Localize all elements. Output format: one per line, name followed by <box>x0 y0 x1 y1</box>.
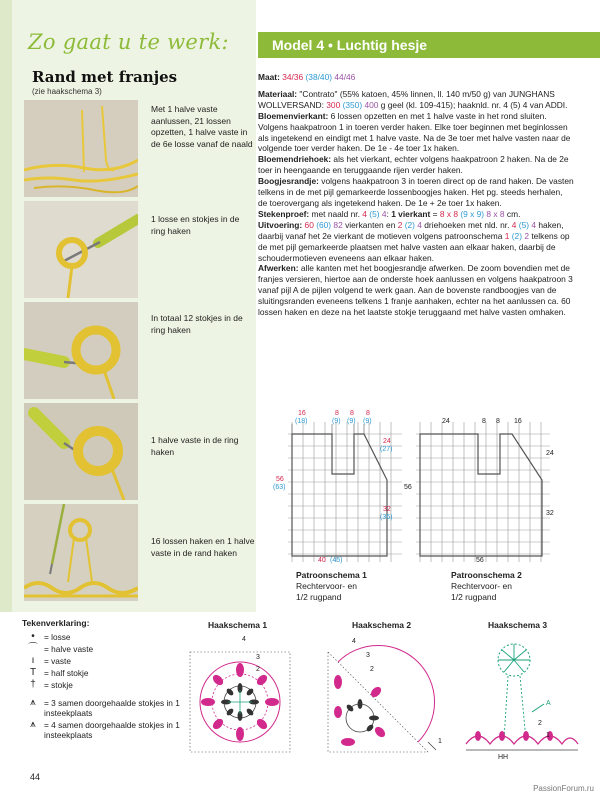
step-photo-1 <box>24 100 138 197</box>
s1-top-a2: (18) <box>295 418 308 425</box>
step-text-2: 1 losse en stokjes in de ring haken <box>151 214 240 236</box>
legend-row-4-stokjes <box>22 720 192 740</box>
s2-top-a: 24 <box>442 418 450 425</box>
haakschema-3 <box>462 620 582 770</box>
stekenproef-v2: (9 x 9) <box>460 208 485 219</box>
schema-1-title: Patroonschema 1 <box>296 570 367 580</box>
cluster-3-icon: ⩚ <box>30 697 36 708</box>
haak3-label-c: 1 <box>546 732 550 739</box>
legend-row-vaste <box>22 656 192 666</box>
uitvoering-n3: 4 <box>531 219 537 230</box>
stekenproef-label: Stekenproef: <box>258 208 310 219</box>
uitvoering-t1: vierkanten en <box>342 219 398 230</box>
vaste-icon: ı <box>31 655 35 666</box>
bloemenvierkant-paragraph <box>258 111 574 155</box>
bloemendriehoek-paragraph <box>258 154 574 176</box>
uitvoering-s1: 60 <box>304 219 314 230</box>
uitvoering-t2: driehoeken met nld. nr. <box>421 219 512 230</box>
uitvoering-t3: haken, daarbij vanaf het 2e vierkant de motieven volgens patroonschema <box>258 219 564 241</box>
step-photo-2 <box>24 201 138 298</box>
legend-label: = losse <box>44 632 71 642</box>
losse-icon: • <box>31 631 35 642</box>
bloemenvierkant-label: Bloemenvierkant: <box>258 110 329 121</box>
maat-line <box>258 72 574 83</box>
half-stokje-icon: T <box>29 667 37 678</box>
boogjesrandje-text: volgens haakpatroon 3 in toeren direct op de rand haken. De vasten telkens in de met pijl gemarkeerde lossenboogjes haken. Het pg. steeds herhalen, de toerovergang als ingetekend haken. De 1e + 2e toer 1x haken. <box>258 176 574 208</box>
legend-row-stokje <box>22 680 192 690</box>
materiaal-text: "Contrato" (55% katoen, 45% linnen, ll. 140 m/50 g) van JUNGHANS WOLLVERSAND: <box>258 88 555 110</box>
step-photo-5 <box>24 504 138 601</box>
materiaal-s1: 300 <box>326 99 341 110</box>
stokje-icon: † <box>30 679 36 690</box>
howto-title: Zo gaat u te werk: <box>28 30 229 54</box>
boogjesrandje-paragraph <box>258 176 574 209</box>
legend-label: = vaste <box>44 656 71 666</box>
s2-top-d: 16 <box>514 418 522 425</box>
haak3-label-a: A <box>546 700 551 707</box>
patroonschema-2 <box>404 414 560 564</box>
instructions-text <box>258 72 574 318</box>
uitvoering-paragraph <box>258 220 574 264</box>
materiaal-s2: (350) <box>342 99 363 110</box>
s1-left-1: 56 <box>276 476 284 483</box>
s1-top-c1: 8 <box>350 410 354 417</box>
haak1-label-a: 4 <box>242 636 246 643</box>
haakschema-2-diagram <box>318 632 448 772</box>
maat-size-3: 44/46 <box>334 72 356 82</box>
haak1-label-b: 3 <box>256 654 260 661</box>
stekenproef-v3: 8 x 8 <box>486 208 505 219</box>
s1-left-2: (63) <box>273 484 286 491</box>
cluster-4-icon: ⩚ <box>30 719 36 730</box>
step-text-5: 16 lossen haken en 1 halve vaste in de rand haken <box>151 536 255 558</box>
uitvoering-p3: 2 <box>524 230 529 241</box>
uitvoering-s3: 82 <box>333 219 343 230</box>
schema-1-line2: Rechtervoor- en <box>296 581 357 591</box>
maat-size-1: 34/36 <box>282 72 304 82</box>
haak2-label-c: 2 <box>370 666 374 673</box>
s2-top-b: 8 <box>482 418 486 425</box>
uitvoering-n2: (5) <box>518 219 530 230</box>
legend <box>22 618 192 742</box>
legend-label: = stokje <box>44 680 73 690</box>
schema-1-caption <box>296 570 367 603</box>
step-text-4: 1 halve vaste in de ring haken <box>151 435 239 457</box>
haakschema-2-title: Haakschema 2 <box>352 620 412 630</box>
s2-bottom: 56 <box>476 557 484 564</box>
watermark: PassionForum.ru <box>533 784 594 793</box>
stekenproef-eq: = <box>430 208 440 219</box>
bloemendriehoek-text: als het vierkant, echter volgens haakpatroon 2 haken. Na de 2e toer in heengaande en teruggaande rijen verder haken. <box>258 154 569 176</box>
legend-label: = half stokje <box>44 668 89 678</box>
s2-left: 56 <box>404 484 412 491</box>
section-title: Rand met franjes <box>32 68 178 86</box>
maat-label: Maat: <box>258 72 280 82</box>
uitvoering-n1: 4 <box>511 219 517 230</box>
materiaal-paragraph <box>258 89 574 111</box>
step-text-1: Met 1 halve vaste aanlussen, 21 lossen opzetten, 1 halve vaste in de 6e losse vanaf de naald <box>151 104 253 149</box>
s1-right-b2: (36) <box>380 514 393 521</box>
panel-stripe <box>0 0 12 612</box>
haakschema-3-title: Haakschema 3 <box>488 620 548 630</box>
stekenproef-mid: : <box>386 208 392 219</box>
schema-2-caption <box>451 570 522 603</box>
haakschema-3-diagram <box>462 632 582 772</box>
patroonschema-1 <box>262 410 412 564</box>
bloemenvierkant-text: 6 lossen opzetten en met 1 halve vaste in het rond sluiten. Volgens haakpatroon 1 in toeren verder haken. Elke toer beginnen met beginlossen als ingetekend en eindigt met 1 halve vaste. Na de 3e toer met halve vasten naar de volgende toer verder haken. De 1e - 4e toer 1x haken. <box>258 110 571 154</box>
model-title: Model 4 • Luchtig hesje <box>272 37 428 53</box>
legend-row-half-stokje <box>22 668 192 678</box>
stekenproef-s2: (5) <box>369 208 380 219</box>
s1-top-c2: (9) <box>347 418 356 425</box>
s2-right-b: 32 <box>546 510 554 517</box>
legend-label: = 4 samen doorgehaalde stokjes in 1 insteekplaats <box>44 720 180 740</box>
legend-label: = halve vaste <box>44 644 94 654</box>
stekenproef-paragraph <box>258 209 574 220</box>
schema-1-line3: 1/2 rugpand <box>296 592 342 602</box>
uitvoering-t4: telkens op de met pijl gemarkeerde plaatsen met halve vasten aan elkaar haken, daarbij de schoudermotieven eveneens aan elkaar haken. <box>258 230 570 263</box>
step-photo-4 <box>24 403 138 500</box>
step-photo-3 <box>24 302 138 399</box>
stekenproef-s1: 4 <box>362 208 367 219</box>
bloemendriehoek-label: Bloemendriehoek: <box>258 154 332 165</box>
stekenproef-s3: 4 <box>381 208 387 219</box>
stekenproef-bold: 1 vierkant <box>391 208 431 219</box>
uitvoering-d2: (2) <box>404 219 415 230</box>
s1-top-a1: 16 <box>298 410 306 417</box>
s1-bottom-1: 40 <box>318 557 326 564</box>
uitvoering-p1: 1 <box>504 230 510 241</box>
legend-row-3-stokjes <box>22 698 192 718</box>
section-subtitle: (zie haakschema 3) <box>32 87 102 96</box>
uitvoering-label: Uitvoering: <box>258 219 303 230</box>
haak2-label-a: 4 <box>352 638 356 645</box>
legend-row-halve-vaste <box>22 644 192 654</box>
afwerken-paragraph <box>258 263 574 318</box>
uitvoering-s2: (60) <box>316 219 332 230</box>
stekenproef-pre: met naald nr. <box>309 208 363 219</box>
haak2-label-b: 3 <box>366 652 370 659</box>
legend-title: Tekenverklaring: <box>22 618 90 628</box>
haak3-label-d: HH <box>498 754 509 761</box>
stekenproef-v1: 8 x 8 <box>439 208 459 219</box>
s1-right-b1: 32 <box>383 506 391 513</box>
schema-2-line3: 1/2 rugpand <box>451 592 497 602</box>
haakschema-1-title: Haakschema 1 <box>208 620 268 630</box>
materiaal-s3: 400 <box>364 99 379 110</box>
schema-2-title: Patroonschema 2 <box>451 570 522 580</box>
haak2-label-d: 1 <box>438 738 442 745</box>
stekenproef-unit: cm. <box>504 208 521 219</box>
uitvoering-p2: (2) <box>511 230 522 241</box>
afwerken-label: Afwerken: <box>258 263 299 274</box>
haakschema-1 <box>178 620 303 770</box>
maat-size-2: (38/40) <box>305 72 333 82</box>
boogjesrandje-label: Boogjesrandje: <box>258 176 319 187</box>
s1-top-d1: 8 <box>366 410 370 417</box>
s2-top-c: 8 <box>496 418 500 425</box>
s1-right-a2: (27) <box>380 446 393 453</box>
haakschema-2 <box>318 620 448 770</box>
materiaal-label: Materiaal: <box>258 88 298 99</box>
s1-top-d2: (9) <box>363 418 372 425</box>
legend-row-losse <box>22 632 192 642</box>
page-number: 44 <box>30 772 41 782</box>
s1-top-b2: (9) <box>332 418 341 425</box>
uitvoering-d3: 4 <box>417 219 422 230</box>
s1-right-a1: 24 <box>383 438 391 445</box>
uitvoering-d1: 2 <box>397 219 403 230</box>
s2-right-a: 24 <box>546 450 554 457</box>
haak3-label-b: 2 <box>538 720 542 727</box>
schema-2-line2: Rechtervoor- en <box>451 581 512 591</box>
halve-vaste-icon: ⌒ <box>28 643 38 654</box>
afwerken-text: alle kanten met het boogjesrandje afwerken. De zoom bovendien met de franjes versieren, hiertoe aan de onderste hoek aanlussen en volgens haakpatroon 3 vanaf pijl A de pijlen volgend te werk gaan. Aan de bovenste randboogjes van de sluitingsranden eveneens telkens 1 franje aanhaken, echter na het aanlussen ca. 60 lossen haken en deze na het laatste stokje teruggaand met halve vasten omhaken. <box>258 263 573 318</box>
step-text-3: In totaal 12 stokjes in de ring haken <box>151 313 243 335</box>
haakschema-1-diagram <box>178 632 303 772</box>
s1-bottom-2: (45) <box>330 557 343 564</box>
s1-top-b1: 8 <box>335 410 339 417</box>
haak1-label-c: 2 <box>256 666 260 673</box>
materiaal-rest: g geel (kl. 109-415); haaknld. nr. 4 (5) 4 van ADDI. <box>378 99 568 110</box>
legend-label: = 3 samen doorgehaalde stokjes in 1 insteekplaats <box>44 698 180 718</box>
